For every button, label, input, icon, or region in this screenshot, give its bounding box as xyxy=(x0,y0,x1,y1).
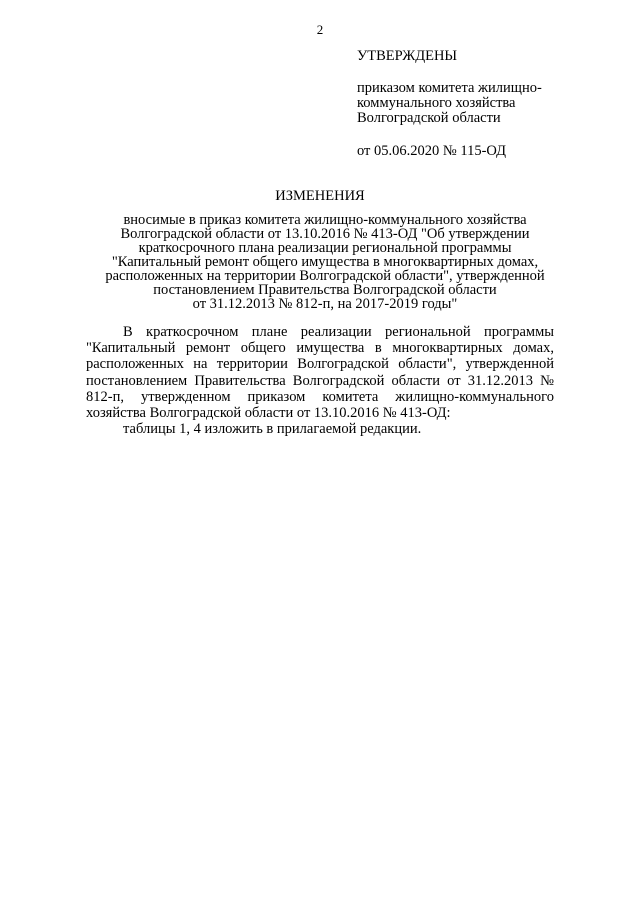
approval-line-1: приказом комитета жилищно- xyxy=(357,80,542,96)
document-heading: ИЗМЕНЕНИЯ xyxy=(275,188,365,204)
subtitle-line: краткосрочного плана реализации региональной программы xyxy=(138,240,512,256)
approval-block xyxy=(357,48,597,159)
subtitle-line: вносимые в приказ комитета жилищно-коммунального хозяйства xyxy=(123,212,527,228)
approval-line-3: Волгоградской области xyxy=(357,110,501,126)
subtitle-line: расположенных на территории Волгоградской области", утвержденной xyxy=(105,268,545,284)
subtitle-line: от 31.12.2013 № 812-п, на 2017-2019 годы" xyxy=(192,296,458,312)
approval-title: УТВЕРЖДЕНЫ xyxy=(357,48,458,64)
document-subtitle xyxy=(90,213,560,311)
approval-line-2: коммунального хозяйства xyxy=(357,95,516,111)
subtitle-line: Волгоградской области от 13.10.2016 № 413-ОД "Об утверждении xyxy=(120,226,530,242)
approval-body xyxy=(357,81,597,126)
page-number: 2 xyxy=(316,22,324,37)
subtitle-line: "Капитальный ремонт общего имущества в многоквартирных домах, xyxy=(111,254,539,270)
main-text xyxy=(86,324,554,437)
instruction-paragraph: таблицы 1, 4 изложить в прилагаемой редакции. xyxy=(123,421,422,438)
main-paragraph: В краткосрочном плане реализации региональной программы "Капитальный ремонт общего имущества в многоквартирных домах, расположенных на территории Волгоградской области", утвержденной постановлением Правительства Волгоградской области от 31.12.2013 № 812-п, утвержденном приказом комитета жилищно-коммунального хозяйства Волгоградской области от 13.10.2016 № 413-ОД: xyxy=(86,324,554,422)
approval-date: от 05.06.2020 № 115-ОД xyxy=(357,143,507,159)
subtitle-line: постановлением Правительства Волгоградской области xyxy=(153,282,497,298)
